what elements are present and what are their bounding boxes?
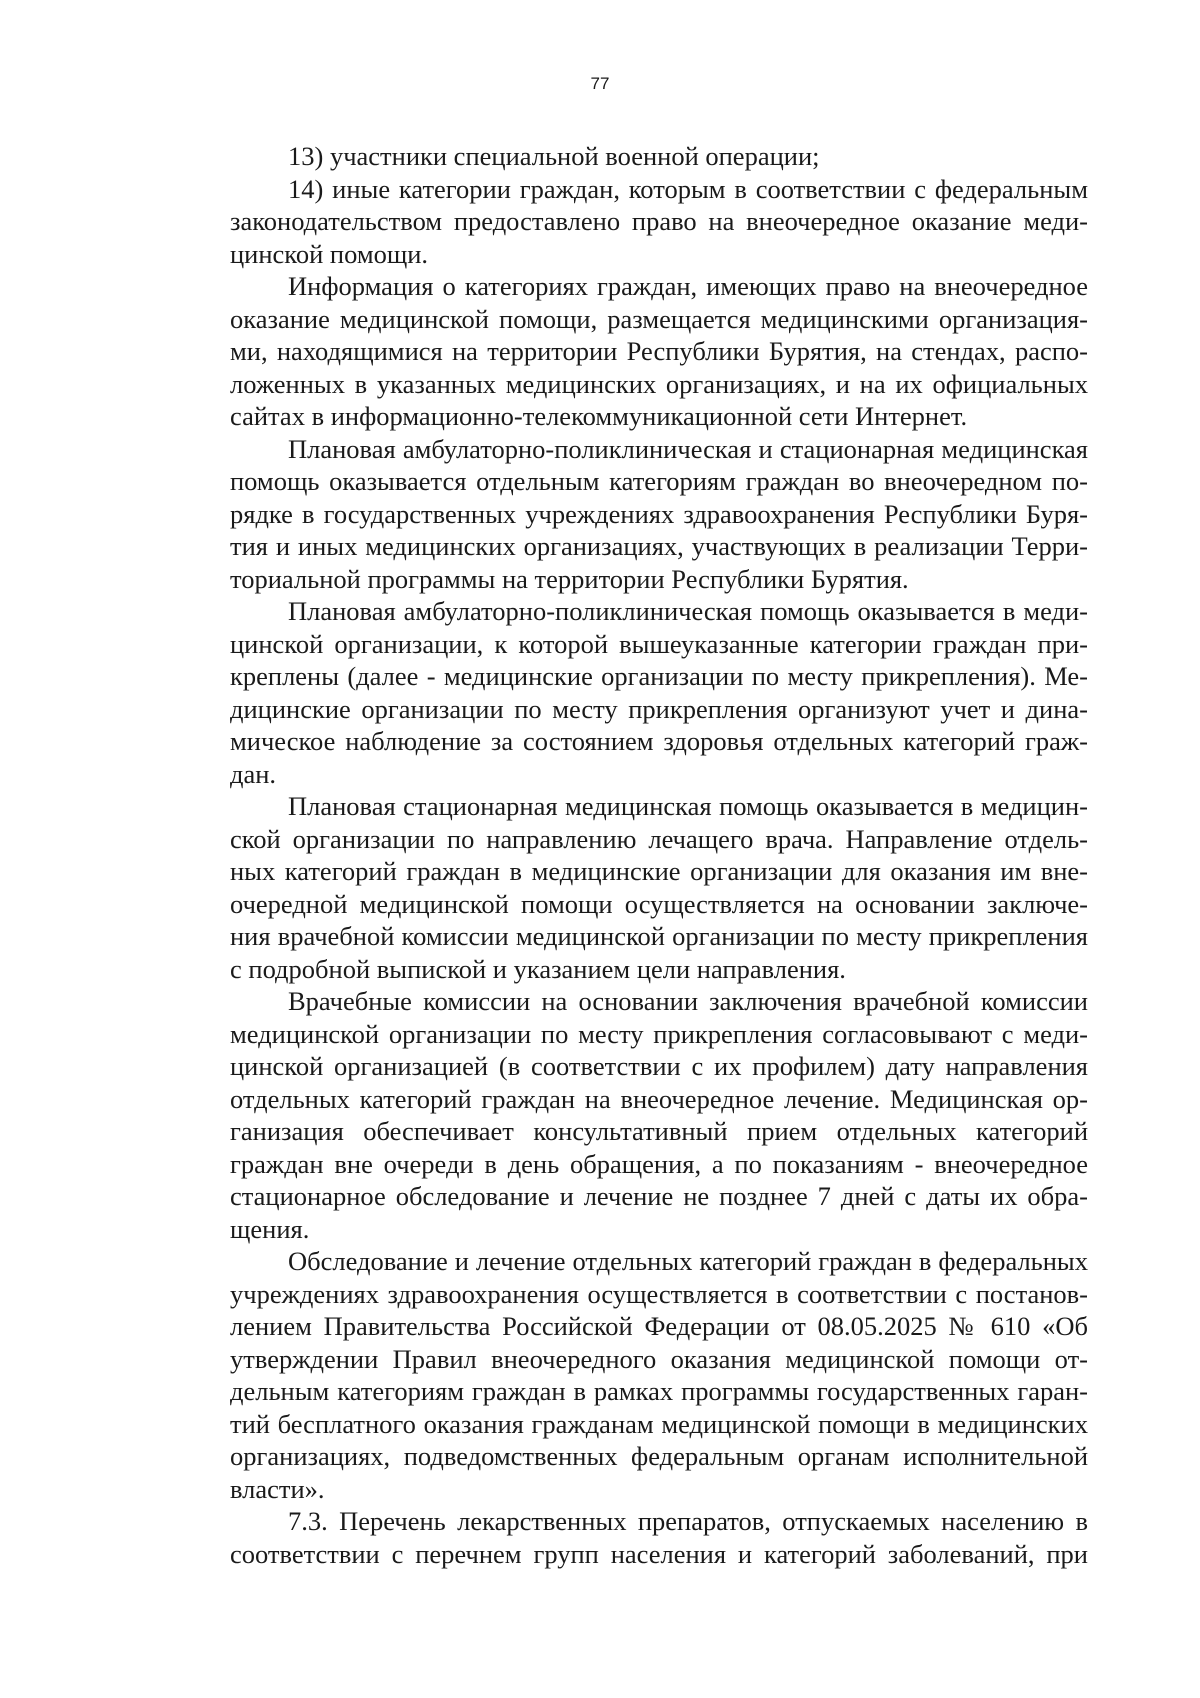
text-line: с подробной выпиской и указанием цели направления. xyxy=(230,953,846,984)
text-line: отдельных категорий граждан на внеочередное лечение. Медицинская ор- xyxy=(230,1083,1088,1114)
text-line: Плановая амбулаторно-поликлиническая помощь оказывается в меди- xyxy=(288,596,1088,626)
text-line: Информация о категориях граждан, имеющих право на внеочередное xyxy=(288,271,1088,301)
text-line: дицинские организации по месту прикрепления организуют учет и дина- xyxy=(230,693,1088,724)
text-line: тия и иных медицинских организациях, участвующих в реализации Терри- xyxy=(230,531,1088,561)
text-line: помощь оказывается отдельным категориям граждан во внеочередном по- xyxy=(230,466,1088,496)
text-line: ния врачебной комиссии медицинской организации по месту прикрепления xyxy=(230,921,1088,951)
paragraph xyxy=(172,140,1088,173)
text-line: цинской организации, к которой вышеуказанные категории граждан при- xyxy=(230,628,1088,659)
text-line: мическое наблюдение за состоянием здоровья отдельных категорий граж- xyxy=(230,726,1088,756)
text-line: очередной медицинской помощи осуществляется на основании заключе- xyxy=(230,888,1088,919)
paragraph xyxy=(172,790,1088,985)
text-line: законодательством предоставлено право на внеочередное оказание меди- xyxy=(230,206,1088,236)
paragraph xyxy=(172,595,1088,790)
text-line: дан. xyxy=(230,758,277,789)
paragraph xyxy=(172,1245,1088,1505)
text-line: щения. xyxy=(230,1213,310,1244)
paragraph xyxy=(172,173,1088,271)
text-line: ложенных в указанных медицинских организациях, и на их официальных xyxy=(230,368,1088,399)
text-line: лением Правительства Российской Федерации от 08.05.2025 № 610 «Об xyxy=(230,1311,1088,1341)
text-line: цинской помощи. xyxy=(230,238,429,269)
text-line: ганизация обеспечивает консультативный прием отдельных категорий xyxy=(230,1116,1088,1146)
text-line: рядке в государственных учреждениях здравоохранения Республики Буря- xyxy=(230,498,1088,529)
text-line: 14) иные категории граждан, которым в соответствии с федеральным xyxy=(288,173,1088,204)
text-line: медицинской организации по месту прикрепления согласовывают с меди- xyxy=(230,1018,1088,1049)
text-line: 7.3. Перечень лекарственных препаратов, отпускаемых населению в xyxy=(288,1506,1088,1536)
text-line: ской организации по направлению лечащего врача. Направление отдель- xyxy=(230,823,1088,854)
document-body xyxy=(172,140,1088,1570)
text-line: ми, находящимися на территории Республики Бурятия, на стендах, распо- xyxy=(230,336,1088,366)
text-line: 13) участники специальной военной операции; xyxy=(288,141,820,171)
text-line: креплены (далее - медицинские организации по месту прикрепления). Ме- xyxy=(230,661,1088,691)
text-line: организациях, подведомственных федеральным органам исполнительной xyxy=(230,1441,1088,1471)
paragraph xyxy=(172,433,1088,596)
text-line: граждан вне очереди в день обращения, а по показаниям - внеочередное xyxy=(230,1148,1088,1179)
text-line: сайтах в информационно-телекоммуникационной сети Интернет. xyxy=(230,401,968,431)
text-line: учреждениях здравоохранения осуществляется в соответствии с постанов- xyxy=(230,1278,1088,1309)
text-line: ториальной программы на территории Республики Бурятия. xyxy=(230,563,909,594)
text-line: оказание медицинской помощи, размещается медицинскими организация- xyxy=(230,303,1088,334)
text-line: дельным категориям граждан в рамках программы государственных гаран- xyxy=(230,1376,1088,1406)
text-line: соответствии с перечнем групп населения и категорий заболеваний, при xyxy=(230,1538,1088,1569)
paragraph xyxy=(172,1505,1088,1570)
page-number: 77 xyxy=(590,74,610,93)
text-line: Плановая стационарная медицинская помощь оказывается в медицин- xyxy=(288,791,1088,821)
text-line: Врачебные комиссии на основании заключения врачебной комиссии xyxy=(288,986,1088,1016)
text-line: власти». xyxy=(230,1473,325,1504)
text-line: утверждении Правил внеочередного оказания медицинской помощи от- xyxy=(230,1343,1088,1374)
text-line: тий бесплатного оказания гражданам медицинской помощи в медицинских xyxy=(230,1408,1088,1439)
text-line: ных категорий граждан в медицинские организации для оказания им вне- xyxy=(230,856,1088,886)
text-line: Обследование и лечение отдельных категорий граждан в федеральных xyxy=(288,1246,1088,1276)
text-line: стационарное обследование и лечение не позднее 7 дней с даты их обра- xyxy=(230,1181,1088,1211)
text-line: цинской организацией (в соответствии с их профилем) дату направления xyxy=(230,1051,1088,1081)
paragraph xyxy=(172,270,1088,433)
paragraph xyxy=(172,985,1088,1245)
text-line: Плановая амбулаторно-поликлиническая и стационарная медицинская xyxy=(288,433,1088,464)
